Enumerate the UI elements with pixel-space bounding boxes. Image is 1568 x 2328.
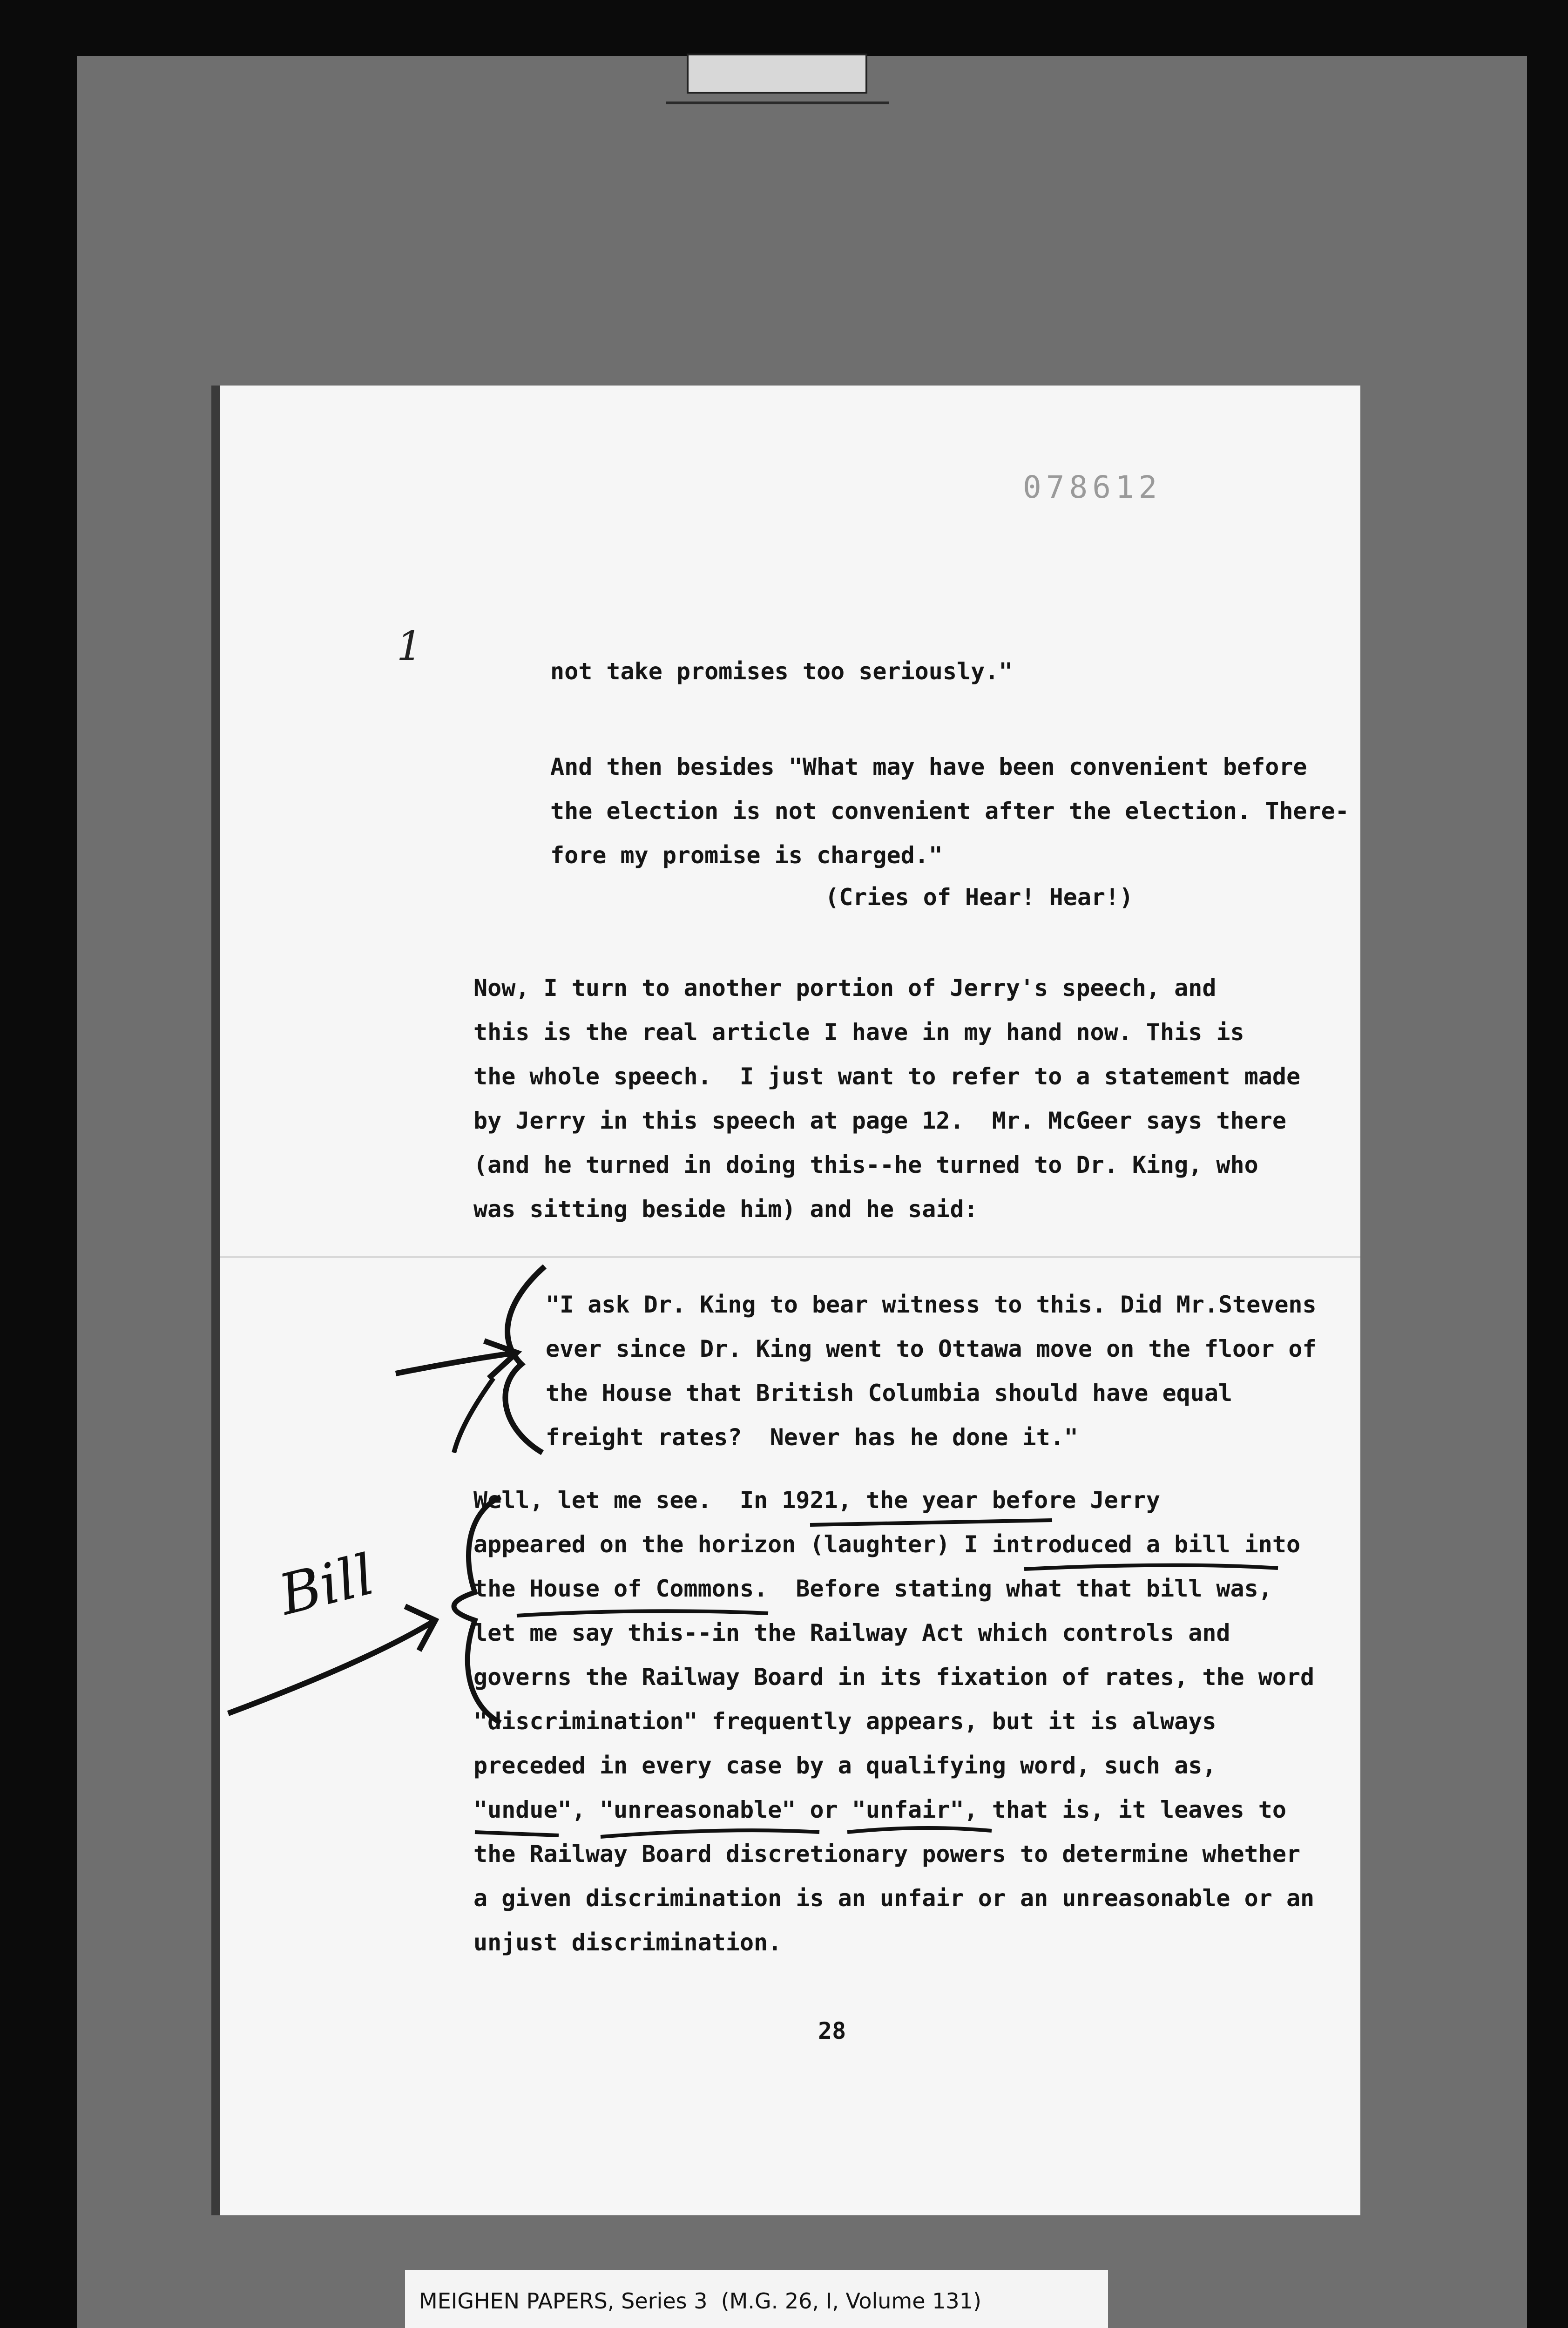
text-line: this is the real article I have in my hand now. This is	[473, 1019, 1244, 1046]
page-number: 28	[818, 2017, 846, 2044]
quote-line: ever since Dr. King went to Ottawa move on the floor of	[546, 1335, 1317, 1362]
text-line: a given discrimination is an unfair or an unreasonable or an	[473, 1885, 1315, 1912]
text-line: the whole speech. I just want to refer to a statement made	[473, 1063, 1301, 1090]
mount-clip-shadow	[666, 102, 889, 104]
page-fold	[220, 1256, 1360, 1258]
typed-page	[220, 386, 1360, 2215]
text-line: unjust discrimination.	[473, 1929, 782, 1956]
reference-label	[405, 2270, 1108, 2328]
text-line: the House of Commons. Before stating what that bill was,	[473, 1575, 1272, 1602]
text-line: fore my promise is charged."	[550, 842, 943, 869]
quote-line: "I ask Dr. King to bear witness to this. Did Mr.Stevens	[546, 1291, 1317, 1318]
text-line: (and he turned in doing this--he turned to Dr. King, who	[473, 1151, 1258, 1178]
text-line: by Jerry in this speech at page 12. Mr. McGeer says there	[473, 1107, 1286, 1134]
text-line: not take promises too seriously."	[550, 658, 1013, 685]
text-line: the Railway Board discretionary powers to determine whether	[473, 1841, 1301, 1868]
archive-stamp-number: 078612	[1023, 469, 1162, 505]
reference-label-text: MEIGHEN PAPERS, Series 3 (M.G. 26, I, Volume 131)	[419, 2288, 981, 2314]
handwritten-note: Bill	[273, 1542, 381, 1628]
quote-line: freight rates? Never has he done it."	[546, 1424, 1078, 1451]
aside-line: (Cries of Hear! Hear!)	[825, 884, 1134, 911]
text-line: "undue", "unreasonable" or "unfair", that is, it leaves to	[473, 1796, 1286, 1823]
text-line: "discrimination" frequently appears, but it is always	[473, 1708, 1217, 1735]
text-line: Now, I turn to another portion of Jerry's speech, and	[473, 975, 1217, 1002]
text-line: Well, let me see. In 1921, the year before Jerry	[473, 1487, 1161, 1514]
text-line: preceded in every case by a qualifying word, such as,	[473, 1752, 1217, 1779]
margin-mark: 1	[397, 623, 422, 670]
text-line: was sitting beside him) and he said:	[473, 1196, 978, 1223]
text-line: governs the Railway Board in its fixation of rates, the word	[473, 1664, 1315, 1691]
quote-line: the House that British Columbia should have equal	[546, 1380, 1233, 1407]
text-line: appeared on the horizon (laughter) I introduced a bill into	[473, 1531, 1301, 1558]
text-line: And then besides "What may have been convenient before	[550, 753, 1307, 780]
mount-clip	[687, 54, 867, 94]
text-line: the election is not convenient after the election. There-	[550, 798, 1349, 825]
text-line: let me say this--in the Railway Act which controls and	[473, 1619, 1230, 1646]
